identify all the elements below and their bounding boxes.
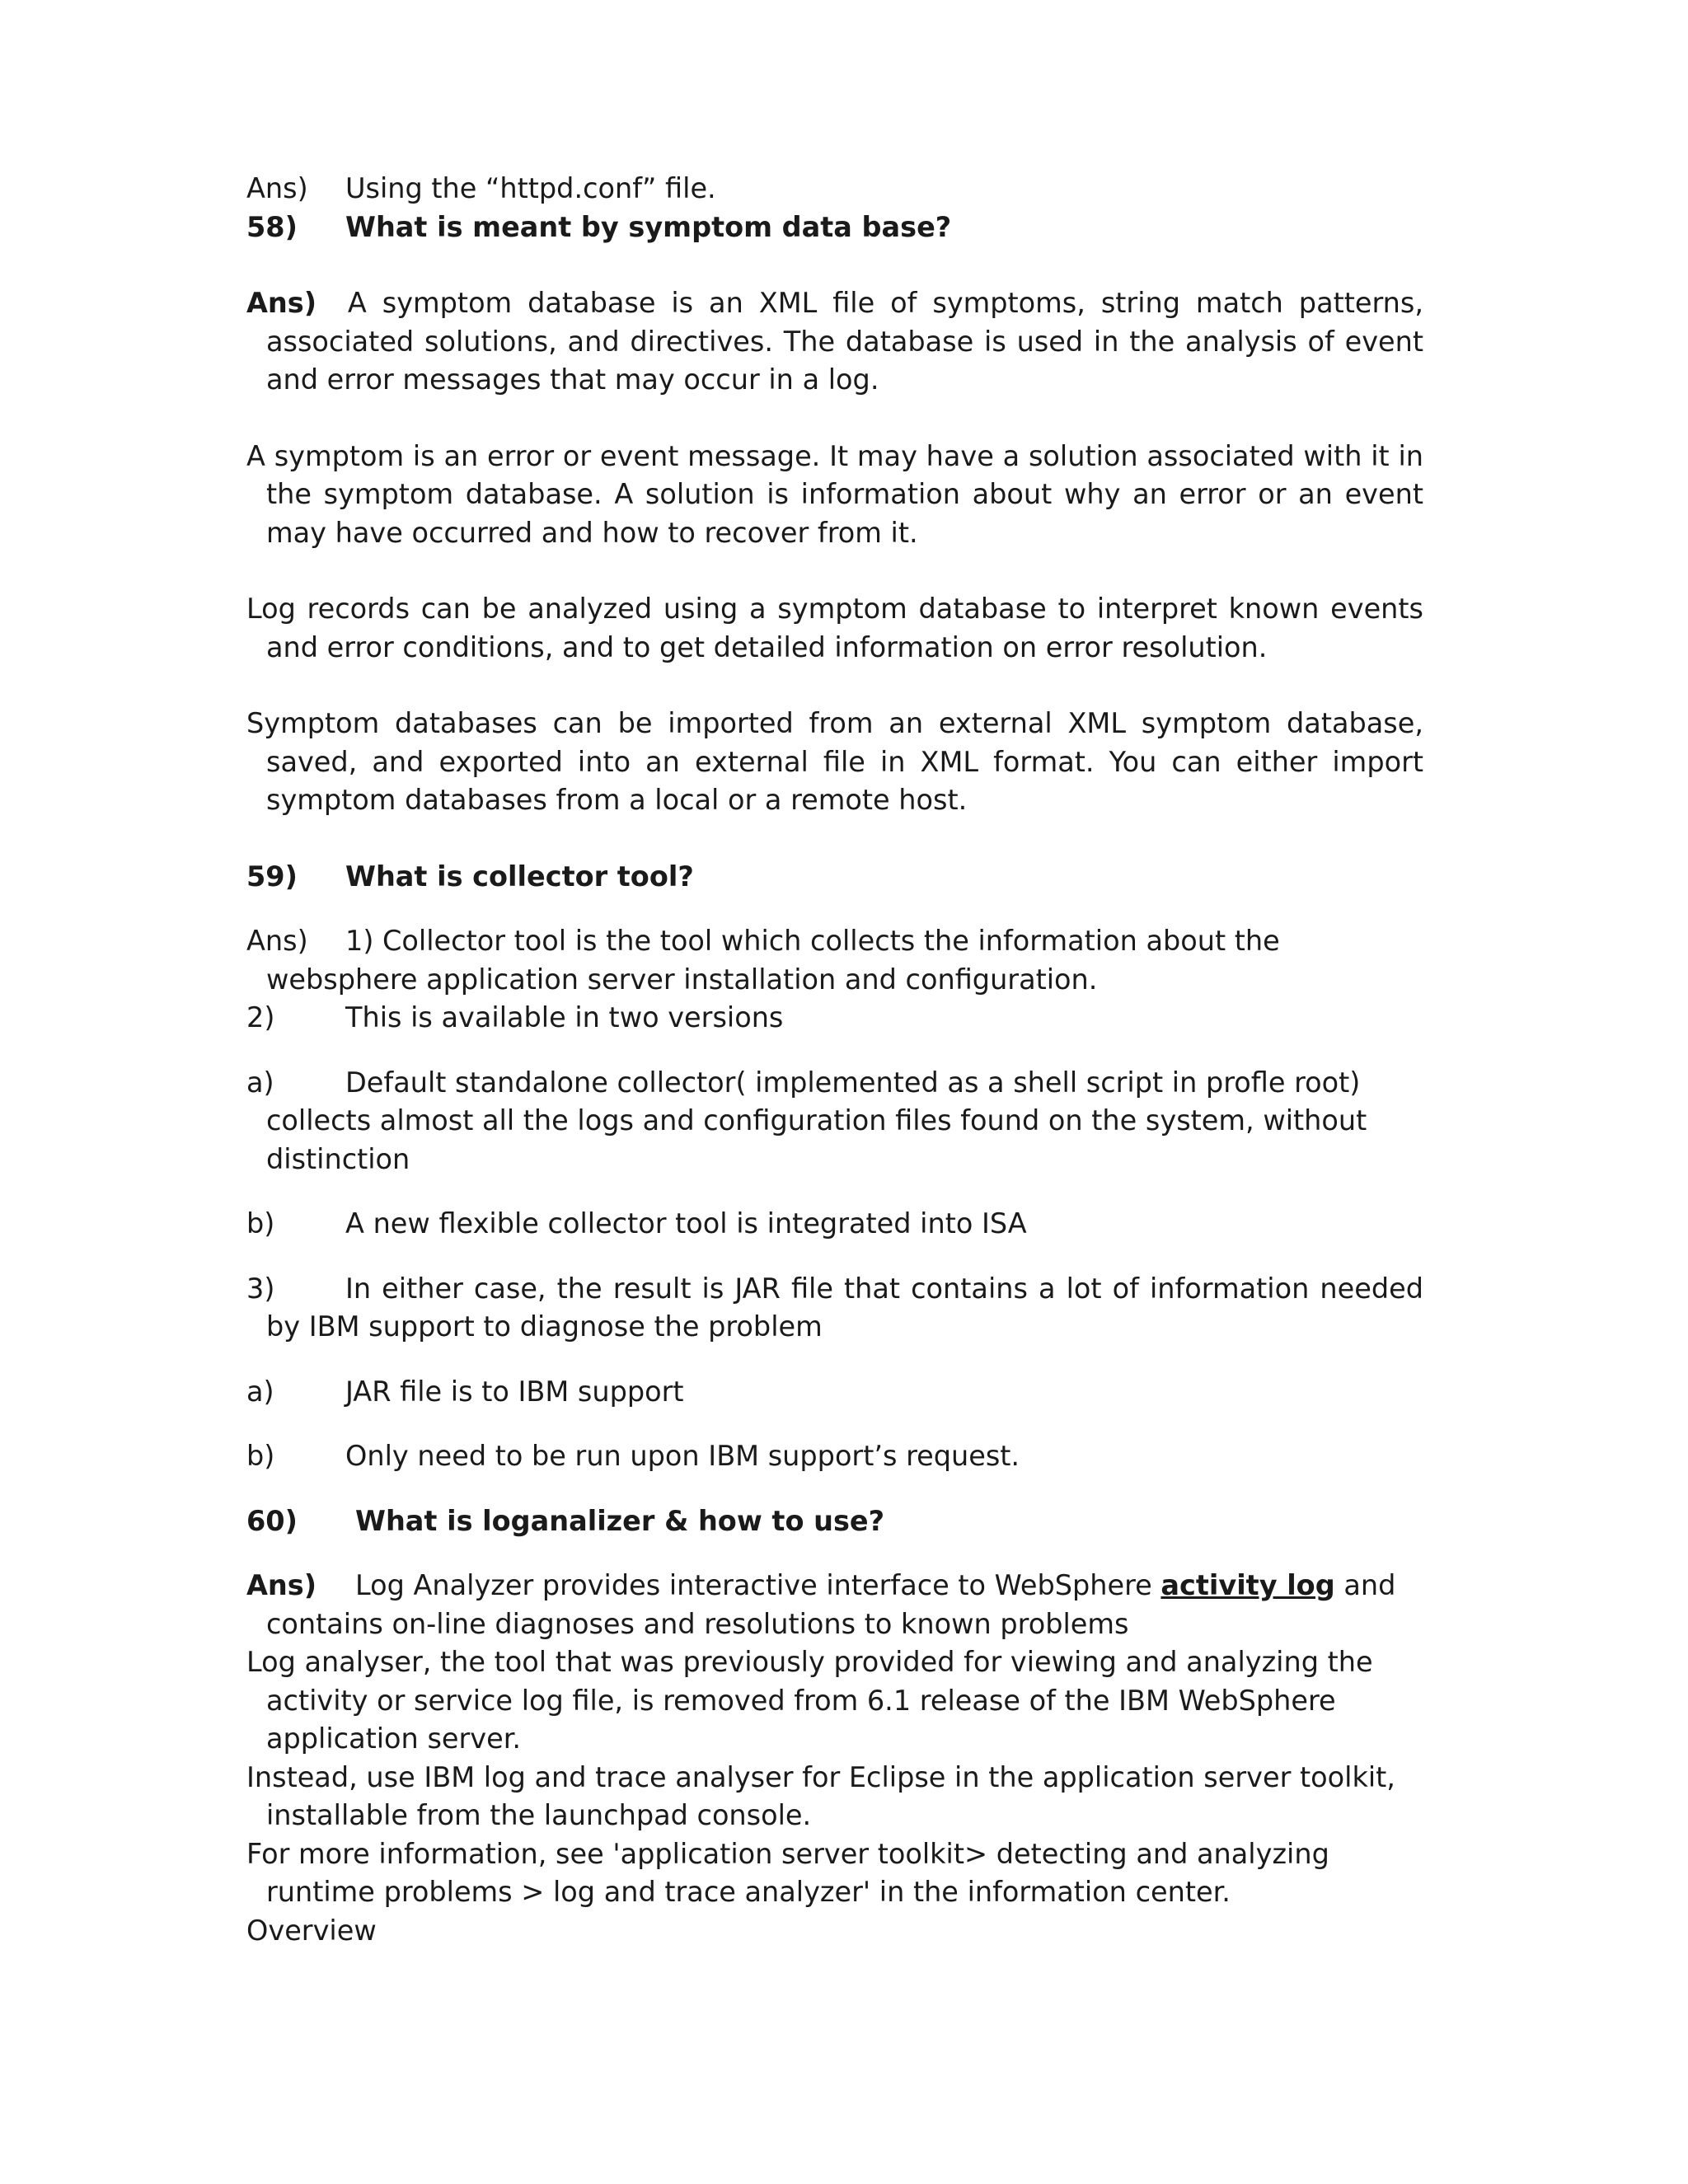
q58-paragraph-4: Symptom databases can be imported from an external XML symptom database, saved, and exported into an external file in XML format. You can either import symptom databases from a local or a remote host. — [246, 707, 1423, 816]
q58-heading — [246, 209, 1423, 247]
q59-item-3b-label: b) — [246, 1440, 275, 1472]
q60-heading — [246, 1502, 1423, 1541]
q59-item-3a — [246, 1373, 1423, 1412]
q59-item-2b — [246, 1205, 1423, 1244]
q58-number: 58) — [246, 210, 298, 243]
q59-heading — [246, 858, 1423, 897]
q58-answer — [246, 284, 1423, 400]
q60-number: 60) — [246, 1504, 298, 1537]
q59-ans-text: 1) Collector tool is the tool which collects the information about the websphere application server installation and configuration. — [266, 925, 1280, 996]
q60-ans-text-before: Log Analyzer provides interactive interface to WebSphere — [355, 1569, 1152, 1601]
q59-item-2b-label: b) — [246, 1207, 275, 1240]
q59-item-2a — [246, 1064, 1423, 1179]
q59-item-3-label: 3) — [246, 1272, 275, 1305]
q58-question: What is meant by symptom data base? — [345, 210, 952, 243]
q58-ans-label: Ans) — [246, 287, 317, 319]
q60-answer — [246, 1567, 1423, 1643]
q59-item-2 — [246, 999, 1423, 1038]
q59-ans-label: Ans) — [246, 925, 308, 957]
q60-ans-text-after: and contains on-line diagnoses and resolutions to known problems — [266, 1569, 1396, 1640]
q60-question: What is loganalizer & how to use? — [355, 1504, 885, 1537]
q59-item-2-text: This is available in two versions — [345, 1001, 784, 1033]
q59-item-2a-label: a) — [246, 1066, 274, 1099]
q59-item-3 — [246, 1270, 1423, 1347]
q60-paragraph-4: For more information, see 'application server toolkit> detecting and analyzing runtime problems > log and trace analyzer' in the information center. — [246, 1837, 1329, 1908]
q60-paragraph-2: Log analyser, the tool that was previously provided for viewing and analyzing the activity or service log file, is removed from 6.1 release of the IBM WebSphere application server. — [246, 1646, 1373, 1755]
q59-item-3b-text: Only need to be run upon IBM support’s request. — [345, 1440, 1020, 1472]
q59-item-3a-label: a) — [246, 1375, 274, 1408]
q59-item-2a-text: Default standalone collector( implemented as a shell script in profle root) collects almost all the logs and configuration files found on the system, without distinction — [266, 1066, 1367, 1175]
q57-answer — [246, 170, 1423, 209]
q59-item-2b-text: A new flexible collector tool is integrated into ISA — [345, 1207, 1027, 1240]
document-page — [246, 170, 1423, 1950]
q58-paragraph-2: A symptom is an error or event message. It may have a solution associated with it in the symptom database. A solution is information about why an error or an event may have occurred and how to recover from it. — [246, 439, 1423, 549]
q60-paragraph-5: Overview — [246, 1914, 377, 1947]
q58-paragraph-3: Log records can be analyzed using a symptom database to interpret known events and error conditions, and to get detailed information on error resolution. — [246, 593, 1423, 663]
q58-ans-text: A symptom database is an XML file of symptoms, string match patterns, associated solutions, and directives. The database is used in the analysis of event and error messages that may occur in a log. — [266, 287, 1423, 396]
q60-ans-label: Ans) — [246, 1569, 317, 1601]
q57-ans-label: Ans) — [246, 172, 308, 204]
q59-item-3b — [246, 1437, 1423, 1476]
q59-question: What is collector tool? — [345, 860, 694, 893]
q59-number: 59) — [246, 860, 298, 893]
q59-answer — [246, 922, 1423, 999]
q59-item-3a-text: JAR file is to IBM support — [345, 1375, 684, 1408]
q59-item-3-text: In either case, the result is JAR file that contains a lot of information needed by IBM support to diagnose the problem — [266, 1272, 1423, 1343]
activity-log-link[interactable]: activity log — [1160, 1569, 1335, 1601]
q57-ans-text: Using the “httpd.conf” file. — [345, 172, 716, 204]
q60-paragraph-3: Instead, use IBM log and trace analyser for Eclipse in the application server toolkit, installable from the launchpad console. — [246, 1760, 1395, 1831]
q59-item-2-label: 2) — [246, 1001, 275, 1033]
